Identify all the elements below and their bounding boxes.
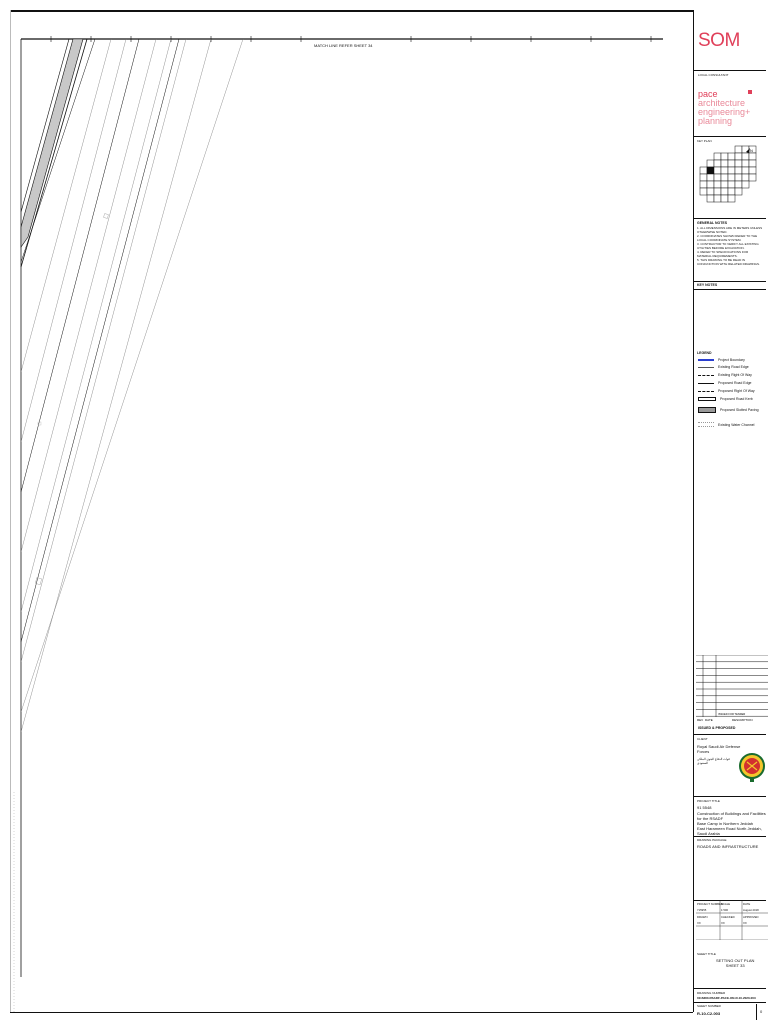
divider (694, 136, 766, 137)
key-plan-cell (721, 181, 728, 188)
legend-swatch (698, 359, 714, 361)
key-plan-cell (714, 167, 721, 174)
note-item: 4. REFER TO SPECIFICATIONS FOR MATERIAL REQUIREMENTS. (697, 250, 749, 258)
key-plan-label: KEY PLAN (697, 139, 712, 143)
client-emblem (738, 738, 766, 794)
legend-item (698, 389, 755, 393)
key-plan-cell (742, 181, 749, 188)
key-plan-cell (728, 153, 735, 160)
key-plan-cell (714, 195, 721, 202)
drawing-number-label: DRAWING NUMBER (697, 991, 726, 995)
key-plan-cell (735, 153, 742, 160)
sheet-title-line: SETTING OUT PLAN (716, 958, 755, 963)
title-block (694, 12, 768, 1016)
info-cell: 1:500 (721, 908, 728, 912)
info-cell: XX (743, 921, 747, 925)
key-plan-cell (721, 174, 728, 181)
divider (756, 1004, 757, 1020)
key-plan-cell (714, 160, 721, 167)
partner-caption: LOCAL CONSULTANT (698, 73, 729, 77)
divider (694, 289, 766, 290)
key-notes-title: KEY NOTES (697, 283, 718, 287)
legend-title: LEGEND (697, 351, 712, 355)
note-item: 1. ALL DIMENSIONS ARE IN METERS UNLESS OTHERWISE NOTED. (697, 226, 763, 234)
key-plan-cell (700, 188, 707, 195)
key-plan-cell (714, 153, 721, 160)
info-cell: SCALE (721, 902, 731, 906)
legend-item (698, 397, 753, 401)
project-line: Base Camp in Northern Jeddah (697, 821, 754, 826)
discipline-label: DRAWING PACKAGE (697, 838, 727, 842)
sheet-title (716, 958, 754, 968)
key-plan-cell (721, 160, 728, 167)
info-cell: 715955 (697, 908, 707, 912)
match-line-label: MATCH LINE REFER SHEET 34 (314, 43, 373, 48)
divider (694, 1002, 766, 1003)
legend-swatch (698, 422, 714, 427)
info-cell: DRAWN (697, 915, 708, 919)
divider (694, 218, 766, 219)
key-plan-cell (728, 160, 735, 167)
legend-swatch (698, 407, 716, 413)
sheet-number: R-10-C2-003 (697, 1011, 721, 1016)
legend-swatch (698, 367, 714, 368)
key-plan-cell (728, 174, 735, 181)
client-name: Royal Saudi Air Defense Forces (697, 744, 741, 754)
boundary-lines (21, 39, 179, 642)
survey-marker (35, 578, 41, 585)
divider (694, 281, 766, 282)
revision-table (696, 655, 768, 723)
partner-dot (748, 90, 752, 94)
revision-header: REV (697, 718, 704, 722)
legend-item (698, 381, 751, 385)
legend-item (698, 422, 754, 427)
key-plan-cell (749, 174, 756, 181)
issue-status: ISSUED & PROPOSED (698, 726, 736, 730)
key-plan-cell (714, 174, 721, 181)
note-item: 5. THIS DRAWING TO BE READ IN CONJUNCTION WITH RELATED DRAWINGS. (697, 258, 760, 266)
key-plan-cell (700, 174, 707, 181)
key-plan-cell (728, 195, 735, 202)
divider (694, 836, 766, 837)
project-line: Construction of Buildings and Facilities for the RSADF (697, 811, 766, 821)
sheet-number-label: SHEET NUMBER (697, 1004, 721, 1008)
key-plan-cell (721, 188, 728, 195)
project-title (697, 811, 767, 836)
legend-label: Existing Water Channel (718, 422, 755, 427)
key-plan-map (698, 144, 764, 214)
info-grid (696, 900, 768, 940)
legend-item (698, 365, 749, 369)
key-plan-cell (742, 167, 749, 174)
discipline: ROADS AND INFRASTRUCTURE (697, 844, 759, 849)
key-plan-cell (700, 181, 707, 188)
key-plan-cell (749, 153, 756, 160)
key-plan-cell (707, 160, 714, 167)
key-plan-cell (742, 153, 749, 160)
key-plan-cell (742, 160, 749, 167)
sheet-border-bottom (10, 1012, 693, 1013)
divider (694, 70, 766, 71)
legend-swatch (698, 383, 714, 384)
general-notes-title: GENERAL NOTES (697, 221, 728, 225)
key-plan-cell (707, 181, 714, 188)
general-notes (697, 226, 763, 266)
key-plan-cell (714, 181, 721, 188)
key-plan-cell (707, 188, 714, 195)
key-plan-cell (721, 167, 728, 174)
info-cell: XX (721, 921, 725, 925)
sheet-title-label: SHEET TITLE (697, 952, 716, 956)
info-cell: August 2018 (743, 908, 759, 912)
road-hatch-strip (21, 39, 83, 247)
legend-item (698, 407, 759, 413)
legend-item (698, 358, 745, 362)
key-plan-cell (742, 174, 749, 181)
project-label: PROJECT TITLE (697, 799, 720, 803)
divider (694, 734, 766, 735)
info-cell: APPROVED (743, 915, 759, 919)
road-edge-3 (21, 39, 95, 262)
note-item: 3. CONTRACTOR TO VERIFY ALL EXISTING UTILITIES BEFORE EXCAVATION. (697, 242, 759, 250)
sheet-title-line: SHEET 33 (725, 963, 745, 968)
divider (694, 796, 766, 797)
legend-label: Proposed Road Kerb (720, 397, 753, 401)
key-plan-cell (700, 167, 707, 174)
key-plan-cell (714, 188, 721, 195)
note-item: 2. COORDINATES SHOWN REFER TO THE LOCAL COORDINATE SYSTEM. (697, 234, 758, 242)
key-plan-cell (735, 160, 742, 167)
key-plan-cell (707, 195, 714, 202)
key-plan-cell (721, 153, 728, 160)
survey-marker (104, 214, 109, 219)
project-line: East Harameen Road North Jeddah, Saudi Arabia (697, 826, 762, 836)
revision-header: DATE (705, 718, 713, 722)
key-plan-cell (707, 167, 714, 174)
legend-swatch (698, 391, 714, 392)
info-cell: XX (697, 921, 701, 925)
partner-logo (698, 90, 750, 126)
legend-label: Project Boundary (718, 358, 745, 362)
legend-item (698, 373, 752, 377)
client-label: CLIENT (697, 737, 708, 741)
info-cell: DATE (743, 902, 751, 906)
project-number: 91 5548 (697, 805, 712, 810)
key-plan-cell (721, 195, 728, 202)
key-plan-cell (728, 181, 735, 188)
key-plan-cell (728, 188, 735, 195)
key-plan-cell (749, 167, 756, 174)
legend-swatch (698, 375, 714, 376)
client-arabic: قوات الدفاع الجوي الملكي السعودي (697, 757, 730, 765)
key-plan-cell (735, 181, 742, 188)
partner-line: pace (698, 89, 718, 99)
key-plan-cell (735, 167, 742, 174)
partner-line: architecture (698, 98, 746, 108)
drawing-number: 0116380-RSADF-PACE-ON-R-10-2020-003 (697, 996, 756, 1000)
info-cell: CHECKED (721, 915, 735, 919)
north-arrow-icon: N (750, 148, 753, 153)
revision-number: 0 (760, 1009, 763, 1014)
legend-label: Existing Road Edge (718, 365, 749, 369)
key-plan-cell (749, 160, 756, 167)
key-plan-cell (735, 174, 742, 181)
key-plan-cell (735, 146, 742, 153)
partner-line: engineering+ (698, 107, 751, 117)
firm-logo: SOM (698, 30, 740, 51)
divider (694, 988, 766, 989)
legend-label: Proposed Road Edge (718, 381, 752, 385)
partner-line: planning (698, 116, 733, 126)
legend-label: Proposed Right Of Way (718, 389, 755, 393)
legend-label: Existing Right Of Way (718, 373, 752, 377)
key-plan-cell (707, 174, 714, 181)
revision-entry: ISSUED FOR TENDER (718, 713, 746, 716)
info-cell: PROJECT NUMBER (697, 902, 723, 906)
key-plan-cell (735, 188, 742, 195)
legend-swatch (698, 397, 716, 401)
key-plan-cell (728, 167, 735, 174)
revision-header: DESCRIPTION (732, 718, 753, 722)
legend-label: Proposed Slotted Paving (720, 408, 759, 412)
plan-drawing (11, 12, 693, 1012)
